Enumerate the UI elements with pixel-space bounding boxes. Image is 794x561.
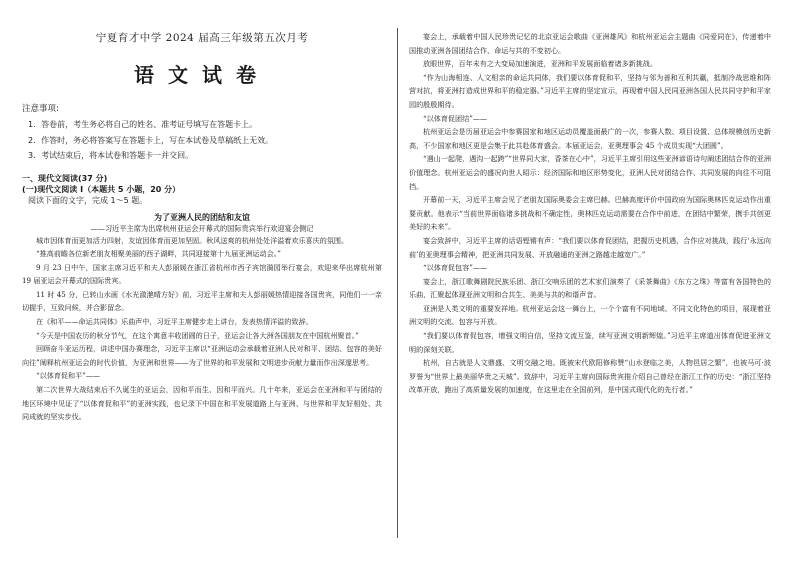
article-paragraph: 宴会致辞中，习近平主席的话语铿锵有声：“我们要以体育促团结，把握历史机遇，合作应对挑战，践行‘永远向前’的亚奥理事会精神，把亚洲共同发展、开放融通的亚洲之路越走越宽广。” (409, 235, 771, 259)
right-column (409, 30, 771, 397)
section-title: 一、现代文阅读(37 分) (22, 173, 108, 183)
notice-title: 注意事项: (22, 104, 59, 114)
article-paragraph: “作为山海相连、人文相亲的命运共同体，我们要以体育促和平，坚持与邻为善和互利共赢，抵制冷战思维和阵营对抗，将亚洲打造成世界和平的稳定器。”习近平主席的坚定宣示，再现着中国人民同亚洲各国人民共同守护和平家园的殷殷期待。 (409, 72, 771, 109)
article-paragraph: “以体育促和平”—— (36, 371, 101, 381)
article-paragraph: “以体育促团结”—— (423, 113, 488, 123)
article-paragraph: “遇山一起爬，遇沟一起跨”“世界同大家，香茶在心中”，习近平主席引用这些亚洲谚语诗句阐述团结合作的亚洲价值理念。杭州亚运会的盛况向世人昭示：经济国际和地区形势变化，亚洲人民对团结合作、共同发展的向往不可阻挡。 (409, 154, 771, 191)
article-paragraph: 亚洲是人类文明的重要发祥地。杭州亚运会这一舞台上，一个个富有不同地域、不同文化特色的项目，展现着亚洲文明的交流、包容与开放。 (409, 303, 771, 327)
article-paragraph: 宴会上，浙江歌舞剧院民族乐团、浙江交响乐团的艺术家们演奏了《采茶舞曲》《东方之珠》等富有各国特色的乐曲，汇聚起体现亚洲文明和合共生、美美与共的和谐声音。 (409, 276, 771, 300)
subject-title: 语文试卷 (134, 63, 270, 87)
article-paragraph: 杭州，自古就是人文鼎盛、文明交融之地。既被宋代欧阳修称赞“山水登临之美，人物邑居之繁”，也被马可·波罗誉为“世界上最美丽华贵之天城”。致辞中，习近平主席向国际贵宾推介绍自己曾经在浙江工作的历史：“浙江坚持改革开放，跑出了高质量发展的加速度，在这里走在全国前列，是中国式现代化的先行者。” (409, 358, 771, 395)
section-instruction: 阅读下面的文字，完成 1～5 题。 (28, 195, 148, 205)
notice-item: 3．考试结束后，将本试卷和答题卡一并交回。 (28, 151, 194, 160)
article-paragraph: “今天是中国农历的秋分节气，在这个寓意丰收团圆的日子，亚运会让各大洲各国朋友在中国杭州聚首。” (36, 330, 359, 340)
article-subtitle: ——习近平主席为出席杭州亚运会开幕式的国际贵宾举行欢迎宴会侧记 (90, 223, 314, 233)
left-column (22, 30, 382, 424)
article-paragraph: 放眼世界，百年未有之大变局加速演进，亚洲和平发展面临着诸多新挑战。 (423, 59, 658, 69)
article-paragraph: “以体育促包容”—— (423, 263, 488, 273)
article-paragraph: 开幕前一天，习近平主席会见了老朋友国际奥委会主席巴赫。巴赫高度评价中国政府为国际奥林匹克运动作出重要贡献。他表示“当前世界面临诸多挑战和不确定性，奥林匹克运动需要在合作中前进，在团结中繁荣，携手共创更美好的未来”。 (409, 195, 771, 232)
article-paragraph: 城市因体育而更加活力四射，友谊因体育而更加坚固。秋风送爽的杭州处处洋溢着欢乐喜庆的氛围。 (36, 235, 349, 245)
article-paragraph: 11 时 45 分，已转山水画《水光潋滟晴方好》前，习近平主席和夫人彭丽媛热情迎接各国贵宾，同他们一一亲切握手，互致问候，并合影留念。 (22, 289, 382, 313)
article-paragraph: 回顾奋斗亚运历程，讲述中国办赛理念，习近平主席以“亚洲运动会承载着亚洲人民对和平、团结、包容的美好向往”阐释杭州亚运会的时代价值，为亚洲和世界——为了世界的和平发展和文明进步贡献力量而作出深邃思考。 (22, 344, 382, 367)
article-paragraph: 杭州亚运会是历届亚运会中参赛国家和地区运动员覆盖面最广的一次，参赛人数、项目设置、总体规模创历史新高，不少国家和地区更是会集于此共赴体育盛会。本届亚运会，亚奥理事会 45 个成员实现“大团圆”。 (409, 127, 771, 150)
article-paragraph: 在《和平——命运共同体》乐曲声中，习近平主席健步走上讲台，发表热情洋溢的致辞。 (36, 317, 313, 327)
section-subtitle: (一)现代文阅读 I（本题共 5 小题，20 分） (22, 184, 181, 194)
article-paragraph: 9 月 23 日中午，国家主席习近平和夫人彭丽媛在浙江省杭州市西子宾馆漪园举行宴会，欢迎来华出席杭州第 19 届亚运会开幕式的国际贵宾。 (22, 262, 382, 286)
exam-title: 宁夏育才中学 2024 届高三年级第五次月考 (95, 32, 309, 44)
column-divider (397, 28, 398, 538)
notice-item: 1．答卷前，考生务必将自己的姓名、准考证号填写在答题卡上。 (28, 120, 258, 129)
article-paragraph: “推高前瞻各位新老朋友相聚美丽的西子湖畔，共同迎接第十九届亚洲运动会。” (36, 249, 281, 259)
article-paragraph: 第二次世界大战结束后不久诞生的亚运会，因和平而生、因和平而兴。几十年来，亚运会在亚洲和平与团结的地区环境中见证了“以体育促和平”的亚洲实践，也记录下中国在和平发展道路上与亚洲、与世界和平友好相处、共同成就的坚实步伐。 (22, 385, 382, 422)
article-paragraph: “我们要以体育促包容，增强文明自信，坚持文流互鉴，续写亚洲文明新辉煌。”习近平主席道出体育促进亚洲文明的深刻关联。 (409, 331, 771, 354)
article-paragraph: 宴会上，承载着中国人民珍贵记忆的北京亚运会歌曲《亚洲雄风》和杭州亚运会主题曲《同爱同在》，传递着中国推动亚洲各国团结合作、命运与共的不变初心。 (409, 32, 771, 55)
article-title: 为了亚洲人民的团结和友谊 (154, 211, 250, 222)
notice-item: 2．作答时，务必将答案写在答题卡上，写在本试卷及草稿纸上无效。 (28, 135, 274, 145)
